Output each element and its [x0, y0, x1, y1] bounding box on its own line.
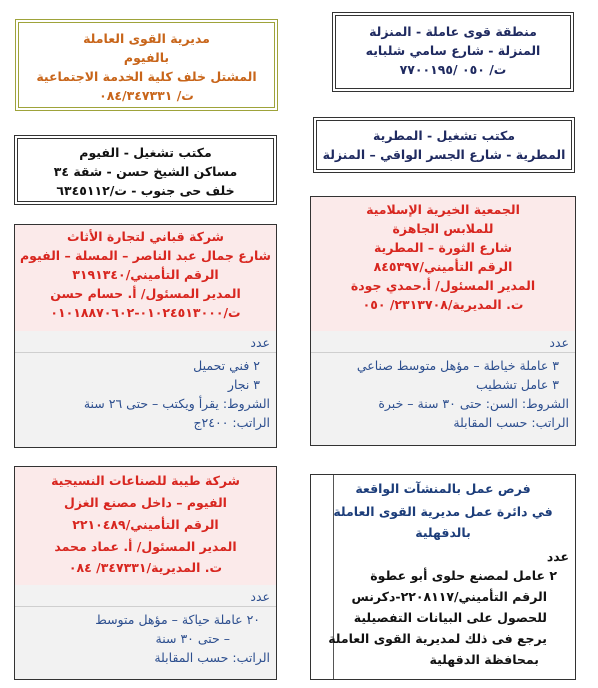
qabbani-jobs [15, 331, 276, 447]
islamic-charity-subtitle: للملابس الجاهزة [392, 221, 494, 236]
islamic-charity-jobs [311, 331, 575, 445]
tayba-manager: المدير المسئول/ أ. عماد محمد [54, 539, 237, 554]
qabbani-phone: ت/٠١٠٢٤٥١٣٠٠٠-٠١٠١٨٨٧٠٦٠٢ [50, 305, 241, 320]
fayoum-directorate-box [15, 19, 278, 111]
qabbani-title: شركة قباني لتجارة الأثاث [67, 229, 224, 244]
islamic-charity-phone: ت. المديرية/٢٣١٣٧٠٨/ ٠٥٠ [362, 297, 524, 312]
mansoura-office-phone: ت/ ٠٥٠ /٧٧٠٠١٩٥ [399, 62, 507, 77]
fayoum-directorate-title: مديرية القوى العاملة [83, 31, 210, 46]
islamic-charity-card [310, 196, 576, 446]
daqahlia-title-2: في دائرة عمل مديرية القوى العاملة [333, 504, 553, 519]
tayba-jobs [15, 585, 276, 679]
tayba-insurance: الرقم التأميني/٢٢١٠٤٨٩ [72, 517, 219, 532]
daqahlia-job-1: ٢ عامل لمصنع حلوى أبو عطوة [370, 568, 557, 583]
tayba-salary: الراتب: حسب المقابلة [154, 650, 270, 665]
islamic-charity-job-1: ٣ عاملة خياطة – مؤهل متوسط صناعي [356, 358, 559, 373]
islamic-charity-address: شارع الثورة – المطرية [373, 240, 513, 255]
qabbani-job-1: ٢ فني تحميل [193, 358, 260, 373]
qabbani-conditions: الشروط: يقرأ ويكتب – حتى ٢٦ سنة [83, 396, 270, 411]
mansoura-office-box [332, 12, 574, 92]
islamic-charity-conditions: الشروط: السن: حتى ٣٠ سنة – خبرة [378, 396, 569, 411]
tayba-card [14, 466, 277, 680]
tayba-phone: ت. المديرية/٣٤٧٣٣١/ ٠٨٤ [68, 560, 223, 575]
qabbani-card [14, 224, 277, 448]
matareya-office-title: مكتب تشغيل - المطرية [373, 128, 515, 143]
fayoum-office-title: مكتب تشغيل - الفيوم [79, 145, 212, 160]
tayba-header [15, 467, 276, 585]
mansoura-office-address: المنزلة - شارع سامي شلبايه [365, 43, 541, 58]
tayba-count-header: عدد [250, 589, 270, 604]
fayoum-directorate-address: المشتل خلف كلية الخدمة الاجتماعية [36, 69, 257, 84]
tayba-address: الفيوم – داخل مصنع الغزل [64, 495, 227, 510]
qabbani-count-header: عدد [250, 335, 270, 350]
daqahlia-info-3: بمحافظة الدقهلية [429, 652, 539, 667]
daqahlia-card [310, 474, 576, 680]
mansoura-office-title: منطقة قوى عاملة - المنزلة [369, 24, 537, 39]
daqahlia-title-1: فرص عمل بالمنشآت الواقعة [355, 481, 531, 496]
tayba-title: شركة طيبة للصناعات النسيجية [51, 473, 240, 488]
islamic-charity-header [311, 197, 575, 331]
daqahlia-body [328, 545, 575, 679]
matareya-office-address: المطرية - شارع الجسر الواقي – المنزلة [322, 147, 566, 162]
islamic-charity-manager: المدير المسئول/ أ.حمدي جودة [350, 278, 536, 293]
islamic-charity-job-2: ٣ عامل تشطيب [475, 377, 559, 392]
fayoum-office-phone: خلف حى جنوب - ت/٦٣٤٥١١٢ [56, 183, 235, 198]
fayoum-office-box [14, 135, 277, 205]
islamic-charity-title: الجمعية الخيرية الإسلامية [366, 202, 520, 217]
islamic-charity-salary: الراتب: حسب المقابلة [453, 415, 569, 430]
daqahlia-header [311, 475, 575, 545]
matareya-office-box [313, 117, 575, 173]
daqahlia-insurance: الرقم التأميني/٢٢٠٨١١٧-دكرنس [351, 589, 547, 604]
qabbani-job-2: ٣ نجار [227, 377, 260, 392]
qabbani-header [15, 225, 276, 331]
daqahlia-title-3: بالدقهلية [415, 525, 471, 540]
qabbani-manager: المدير المسئول/ أ. حسام حسن [50, 286, 241, 301]
fayoum-directorate-city: بالفيوم [123, 50, 170, 65]
daqahlia-info-1: للحصول على البيانات التفصيلية [353, 610, 547, 625]
tayba-job-2: – حتى ٣٠ سنة [155, 631, 230, 646]
islamic-charity-count-header: عدد [549, 335, 569, 350]
fayoum-office-address: مساكن الشيخ حسن - شقة ٣٤ [53, 164, 238, 179]
fayoum-directorate-phone: ت/ ٠٨٤/٣٤٧٣٣١ [99, 88, 194, 103]
islamic-charity-insurance: الرقم التأميني/٨٤٥٣٩٧ [373, 259, 513, 274]
daqahlia-info-2: يرجع فى ذلك لمديرية القوى العاملة [328, 631, 547, 646]
tayba-job-1: ٢٠ عاملة حياكة – مؤهل متوسط [95, 612, 260, 627]
daqahlia-count-header: عدد [546, 549, 569, 564]
qabbani-salary: الراتب: ٢٤٠٠ج [193, 415, 270, 430]
qabbani-address: شارع جمال عبد الناصر – المسلة – الفيوم [20, 248, 271, 263]
qabbani-insurance: الرقم التأميني/٣١٩١٣٤٠ [72, 267, 219, 282]
